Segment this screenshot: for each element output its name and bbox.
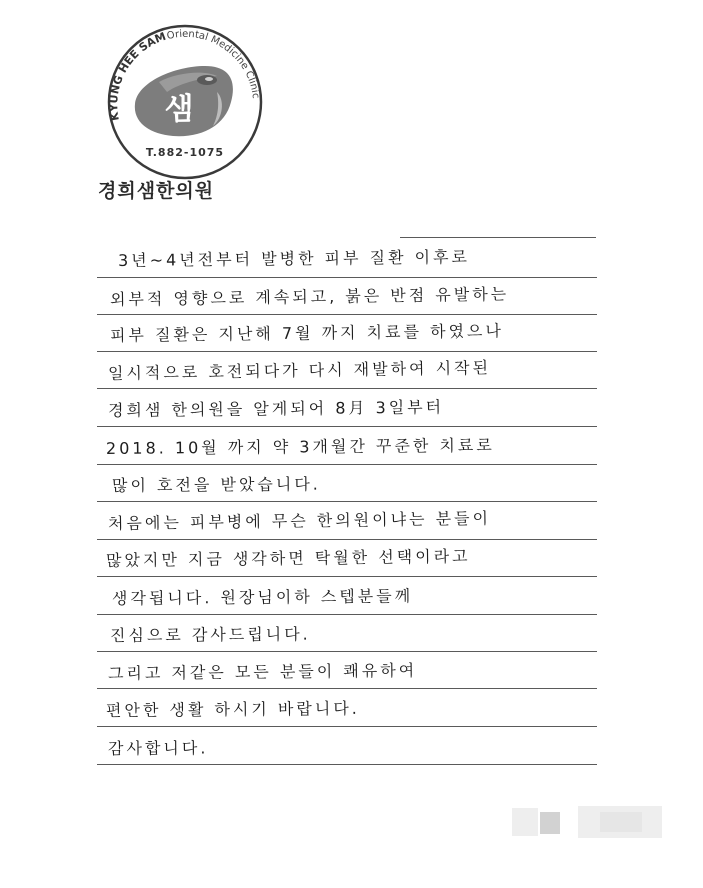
clinic-logo	[97, 22, 272, 180]
letter-line: 경희샘 한의원을 알게되어 8月 3일부터	[107, 397, 445, 420]
letter-line: 많았지만 지금 생각하면 탁월한 선택이라고	[105, 546, 471, 570]
logo-arc-tagline: Oriental Medicine Clinic	[165, 28, 262, 100]
ruled-line	[97, 764, 597, 765]
letter-line: 생각됩니다. 원장님이하 스텝분들께	[111, 586, 414, 608]
ruled-line	[97, 576, 597, 577]
letter-line: 일시적으로 호전되다가 다시 재발하여 시작된	[107, 357, 492, 383]
redacted-signature	[540, 812, 560, 834]
ruled-line	[97, 688, 597, 689]
letter-line: 처음에는 피부병에 무슨 한의원이냐는 분들이	[107, 508, 492, 533]
ruled-line	[97, 726, 597, 727]
clinic-name: 경희샘한의원	[98, 180, 215, 202]
letter-line: 진심으로 감사드립니다.	[109, 624, 311, 645]
letter-line: 2018. 10월 까지 약 3개월간 꾸준한 치료로	[105, 435, 495, 458]
ruled-line	[97, 464, 597, 465]
logo-mark-text: 샘	[164, 92, 194, 127]
ruled-line	[400, 237, 596, 238]
logo-phone: T.882-1075	[145, 146, 225, 159]
redacted-signature	[512, 808, 538, 836]
ruled-line	[97, 314, 597, 315]
ruled-line	[97, 539, 597, 540]
letter-line: 피부 질환은 지난해 7월 까지 치료를 하였으나	[109, 321, 505, 345]
redacted-signature	[600, 812, 642, 832]
letter-line: 감사합니다.	[107, 738, 209, 758]
ruled-line	[97, 351, 597, 352]
letter-line: 3년~4년전부터 발병한 피부 질환 이후로	[117, 247, 471, 270]
letter-line: 편안한 생활 하시기 바랍니다.	[105, 698, 360, 720]
logo-arc-title: KYUNG HEE SAM	[107, 29, 168, 122]
letter-line: 외부적 영향으로 계속되고, 붉은 반점 유발하는	[109, 284, 510, 309]
letter-line: 그리고 저같은 모든 분들이 쾌유하여	[107, 660, 418, 683]
ruled-line	[97, 277, 597, 278]
letter-line: 많이 호전을 받았습니다.	[111, 474, 321, 495]
ruled-line	[97, 388, 597, 389]
ruled-line	[97, 614, 597, 615]
ruled-line	[97, 426, 597, 427]
ruled-line	[97, 651, 597, 652]
ruled-line	[97, 501, 597, 502]
